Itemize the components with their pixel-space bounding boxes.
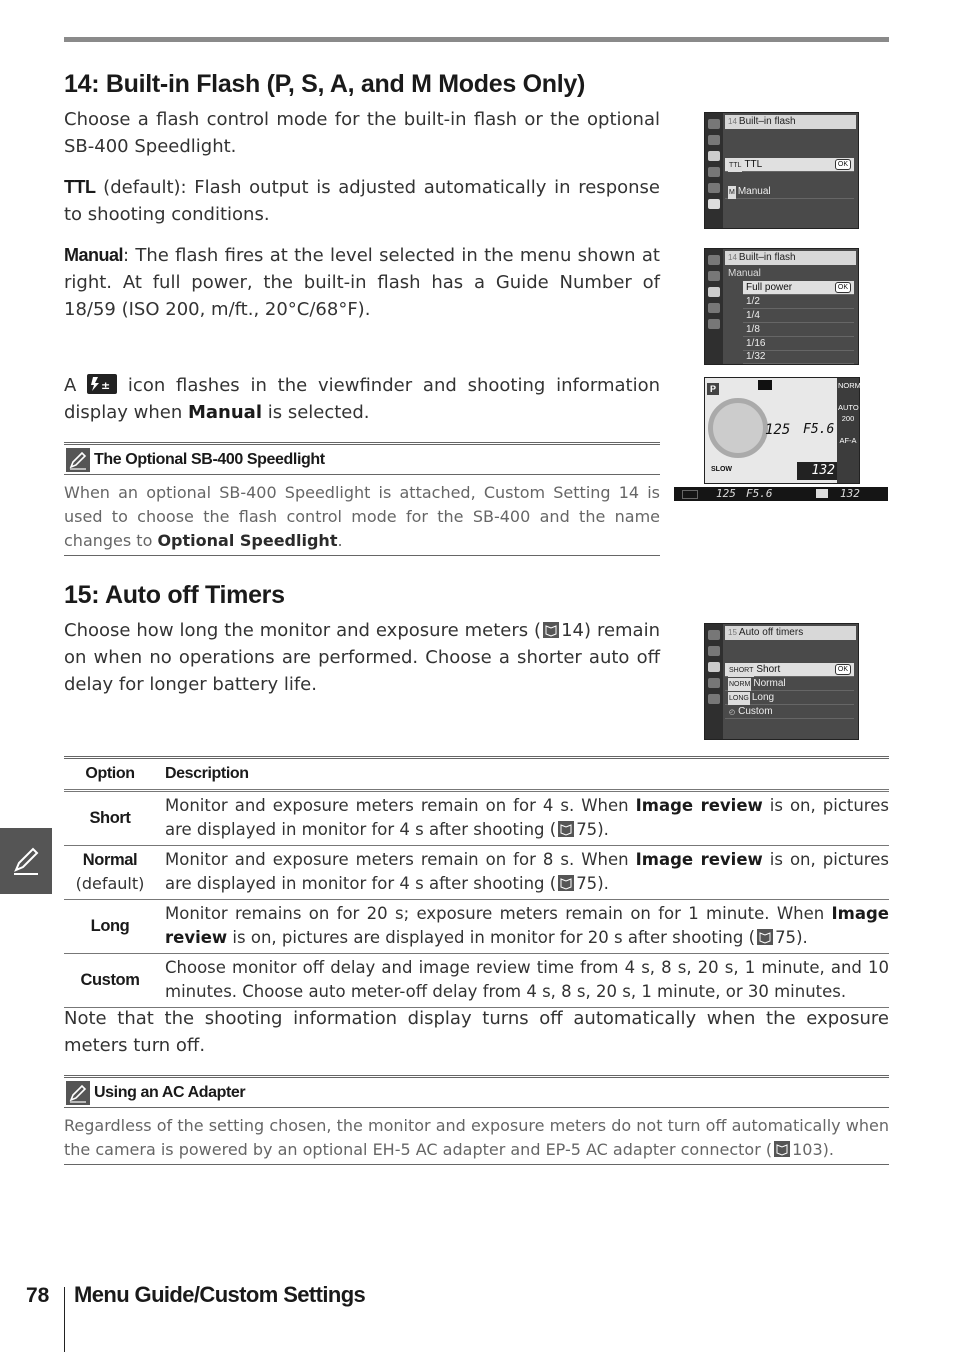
desc-text: Choose monitor off delay and image review time from 4 s, 8 s, 20 s, 1 minute, and 10 minutes. Choose auto meter-off delay from 4 s, 8 s, 20 s, 1 minute, or 30 minutes. (165, 957, 889, 1001)
section-15-body (64, 617, 660, 698)
desc-text: is on, pictures are displayed in monitor for 20 s after shooting ( (227, 928, 756, 947)
menu-screen-auto-off (704, 623, 859, 740)
timer-row-long[interactable] (725, 691, 854, 705)
ttl-paragraph (64, 174, 660, 228)
ttl-text: (default): Flash output is adjusted automatically in response to shooting conditions. (64, 177, 660, 225)
manual-term: Manual (64, 245, 124, 265)
icon-suffix: icon flashes in the viewfinder and shooting information display when (64, 375, 660, 423)
screen-title (725, 626, 856, 640)
options-table-wrap (64, 756, 889, 1008)
row-tag: SHORT (728, 664, 754, 677)
flash-blink-icon (758, 380, 772, 390)
desc-text: ). (597, 820, 609, 839)
row-label: TTL (744, 159, 763, 170)
lcd-quality: NORM (838, 381, 861, 390)
screen-title (725, 251, 856, 265)
level-option[interactable]: 1/16 (743, 337, 854, 351)
desc-text: ). (796, 928, 808, 947)
note-ac-body (64, 1108, 889, 1165)
row-tag: LONG (728, 692, 750, 705)
section-15-ref: 14 (561, 620, 584, 641)
option-name: Long (64, 899, 156, 953)
screen-title-text: Built–in flash (738, 116, 796, 127)
desc-text: Monitor remains on for 20 s; exposure meters remain on for 1 minute. When (165, 903, 832, 923)
option-description (156, 845, 889, 899)
icon-end: is selected. (262, 402, 370, 423)
desc-ref: 75 (775, 928, 797, 947)
icon-prefix: A (64, 375, 88, 396)
manual-paragraph (64, 242, 660, 323)
table-row (64, 845, 889, 899)
row-label: Short (756, 664, 781, 675)
pencil-icon (66, 1081, 90, 1105)
desc-ref: 75 (576, 820, 598, 839)
section-14-heading: 14: Built-in Flash (P, S, A, and M Modes Only) (64, 70, 585, 98)
lcd-auto: AUTO (838, 403, 859, 412)
desc-text: Monitor and exposure meters remain on for 4 s. When (165, 795, 636, 815)
row-tag: TTL (728, 159, 742, 172)
desc-bold: Image review (165, 903, 889, 947)
header-option: Option (64, 758, 156, 791)
note-sb400-bold: Optional Speedlight (157, 531, 338, 550)
icon-bold: Manual (187, 402, 262, 423)
lcd-shutter: 125 (765, 422, 791, 438)
page-ref-icon (558, 821, 574, 837)
note-sb400 (64, 442, 660, 556)
option-name: Short (64, 790, 156, 845)
viewfinder-bar (674, 487, 888, 501)
ok-badge: OK (835, 159, 851, 170)
level-option[interactable]: 1/4 (743, 309, 854, 323)
section-14-body (64, 106, 660, 337)
vf-count: 132 (840, 487, 860, 500)
shooting-info-display (704, 377, 860, 484)
desc-text: is on, pictures are displayed in monitor for 4 s after shooting ( (165, 849, 889, 893)
flash-icon-paragraph (64, 372, 660, 426)
lcd-slow: SLOW (711, 466, 732, 473)
note-ac-ref: 103 (792, 1140, 823, 1159)
desc-bold: Image review (635, 795, 763, 815)
option-label: Normal (82, 850, 138, 869)
vf-aperture: F5.6 (746, 487, 773, 500)
desc-text: ). (597, 874, 609, 893)
desc-ref: 75 (576, 874, 598, 893)
menu-row-manual[interactable] (725, 185, 854, 199)
menu-side-icons (705, 624, 723, 739)
desc-text: Monitor and exposure meters remain on for 8 s. When (165, 849, 636, 869)
screen-num: 15 (728, 628, 737, 637)
note-ac-end: ). (822, 1140, 834, 1159)
lcd-af: AF-A (839, 436, 857, 445)
page-ref-icon (774, 1141, 790, 1157)
note-sb400-text: When an optional SB-400 Speedlight is attached, Custom Setting 14 is used to choose the flash control mode for the SB-400 and the name changes to (64, 483, 660, 550)
ttl-term: TTL (64, 177, 96, 197)
note-sb400-header (64, 442, 660, 475)
vf-shutter: 125 (716, 487, 736, 500)
option-description (156, 953, 889, 1007)
ok-badge: OK (835, 664, 851, 675)
note-sb400-body (64, 475, 660, 556)
lcd-count: 132 (797, 462, 837, 480)
footer-divider (64, 1287, 65, 1352)
pencil-icon (0, 828, 52, 894)
level-option[interactable]: 1/2 (743, 295, 854, 309)
table-header (64, 758, 889, 791)
lcd-iso: 200 (841, 414, 855, 423)
level-full-power[interactable] (743, 281, 854, 295)
option-name (64, 845, 156, 899)
lcd-aperture: F5.6 (803, 422, 835, 437)
flash-blink-icon (816, 489, 828, 498)
screen-title-text: Auto off timers (738, 627, 804, 638)
menu-screen-manual-level (704, 248, 859, 365)
screen-num: 14 (728, 117, 737, 126)
option-name: Custom (64, 953, 156, 1007)
note-ac-header (64, 1075, 889, 1108)
screen-num: 14 (728, 253, 737, 262)
level-option[interactable]: 1/32 (743, 350, 854, 364)
menu-row-ttl[interactable] (725, 158, 854, 172)
note-ac-text: Regardless of the setting chosen, the monitor and exposure meters do not turn off automatically when the camera is powered by an optional EH-5 AC adapter and EP-5 AC adapter connector ( (64, 1116, 889, 1159)
table-row (64, 953, 889, 1007)
timer-row-short[interactable] (725, 663, 854, 677)
page-ref-icon (543, 622, 559, 638)
aperture-dial-graphic (708, 398, 768, 458)
custom-icon: ◴ (729, 709, 736, 716)
lcd-right-column (838, 380, 861, 446)
timer-row-custom[interactable] (725, 705, 854, 719)
page-ref-icon (558, 875, 574, 891)
option-description (156, 790, 889, 845)
note-ac-adapter (64, 1075, 889, 1165)
svg-text:±: ± (101, 379, 111, 392)
note-after-table: Note that the shooting information display turns off automatically when the exposure meters turn off. (64, 1008, 889, 1056)
desc-text: is on, pictures are displayed in monitor for 4 s after shooting ( (165, 795, 889, 839)
table-row (64, 790, 889, 845)
desc-bold: Image review (635, 849, 763, 869)
note-ac-title: Using an AC Adapter (94, 1083, 246, 1101)
pencil-icon (66, 448, 90, 472)
option-description (156, 899, 889, 953)
header-description: Description (156, 758, 889, 791)
mode-indicator: P (707, 383, 719, 395)
screen-subtitle: Manual (728, 268, 761, 279)
note-sb400-end: . (337, 531, 343, 550)
row-tag: NORM (728, 678, 751, 691)
section-15-text-a: Choose how long the monitor and exposure meters ( (64, 620, 542, 641)
row-label: Normal (753, 678, 786, 689)
manual-text: : The flash fires at the level selected in the menu shown at right. At full power, the built-in flash has a Guide Number of 18/59 (ISO 200, m/ft., 20°C/68°F). (64, 245, 660, 320)
section-side-tab (0, 828, 52, 894)
options-table (64, 756, 889, 1008)
menu-screen-built-in-flash (704, 112, 859, 229)
section-15-heading: 15: Auto off Timers (64, 581, 285, 609)
screen-title-text: Built–in flash (738, 252, 796, 263)
ok-badge: OK (835, 282, 851, 293)
table-row (64, 899, 889, 953)
row-label: Long (751, 692, 775, 703)
section-14-intro: Choose a flash control mode for the built-in flash or the optional SB-400 Speedlight. (64, 109, 660, 157)
note-sb400-title: The Optional SB-400 Speedlight (94, 450, 325, 468)
page-ref-icon (757, 929, 773, 945)
footer-title: Menu Guide/Custom Settings (74, 1282, 366, 1307)
flash-compensation-icon (87, 374, 117, 394)
row-label: Manual (737, 186, 771, 197)
timer-row-normal[interactable] (725, 677, 854, 691)
section-15-text-b: ) remain on when no operations are performed. Choose a shorter auto off delay for longer battery life. (64, 620, 661, 695)
level-option[interactable]: 1/8 (743, 323, 854, 337)
option-default: (default) (75, 874, 145, 893)
page-number: 78 (26, 1284, 50, 1307)
row-tag: M (728, 186, 736, 199)
battery-icon (682, 490, 698, 499)
menu-side-icons (705, 113, 723, 228)
level-label: Full power (746, 282, 793, 293)
menu-side-icons (705, 249, 723, 364)
screen-title (725, 115, 856, 129)
top-rule (64, 37, 889, 42)
row-label: Custom (738, 706, 773, 717)
